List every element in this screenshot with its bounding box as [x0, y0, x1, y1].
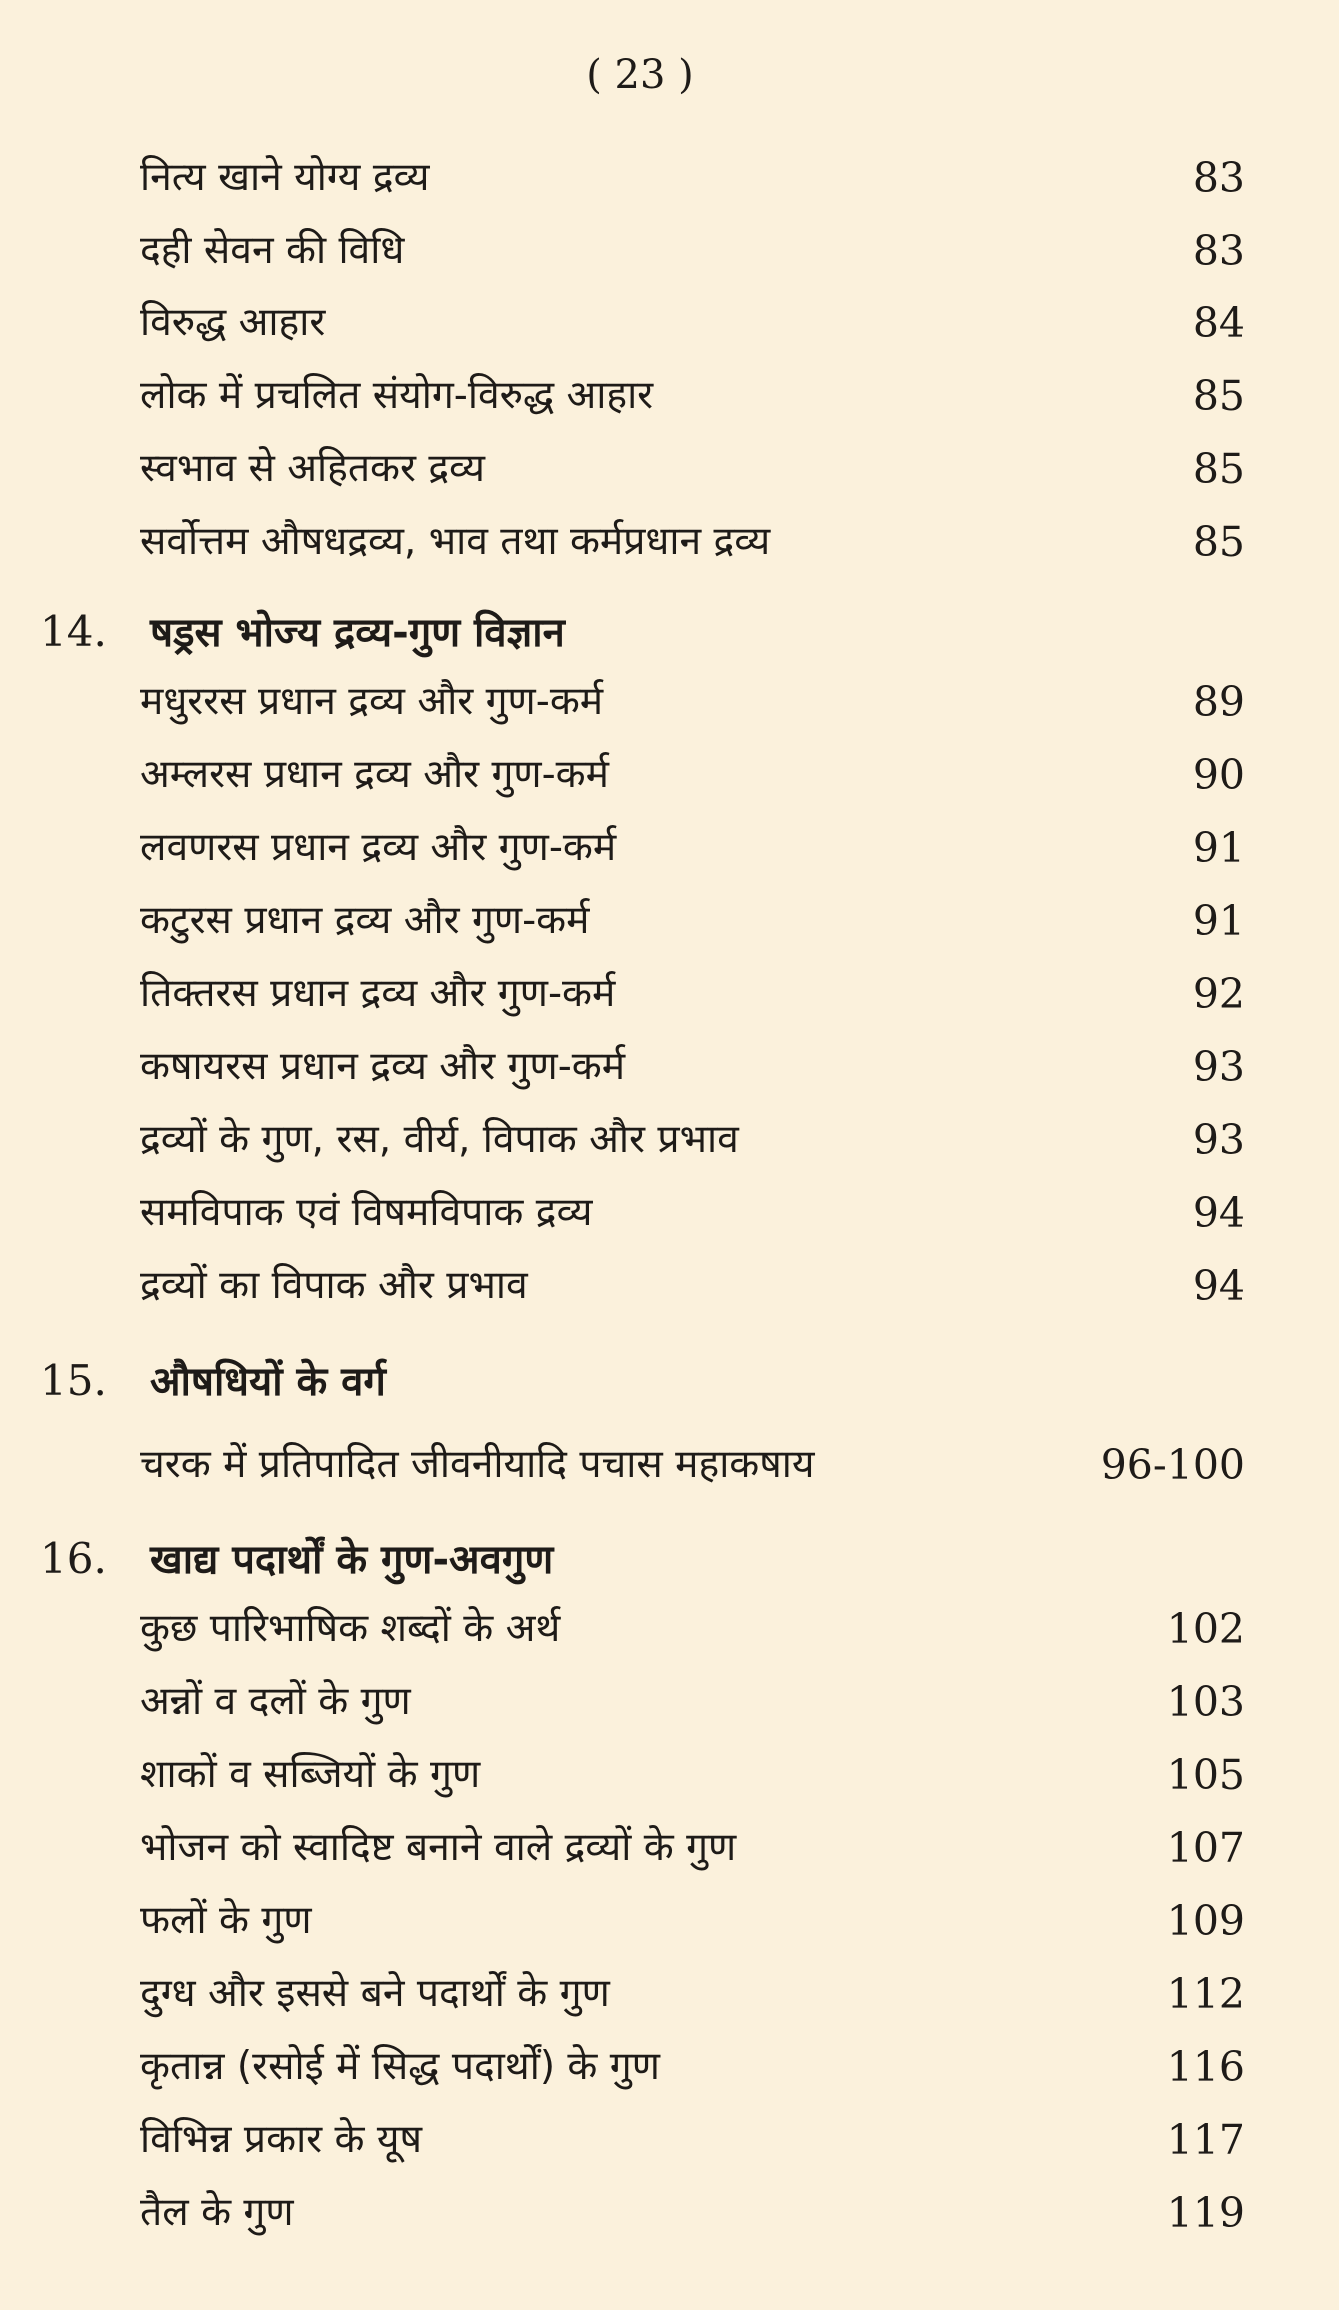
entry-title: तैल के गुण [140, 2190, 294, 2235]
page-number: ( 23 ) [586, 52, 694, 98]
entry-page: 103 [1166, 1678, 1245, 1726]
toc-entry [140, 439, 1260, 499]
entry-page: 94 [1192, 1189, 1245, 1237]
chapter-number: 14. [40, 607, 107, 656]
toc-entry [140, 2037, 1260, 2097]
toc-entry [140, 1183, 1260, 1243]
entry-page: 96-100 [1100, 1441, 1245, 1489]
entry-page: 85 [1192, 372, 1245, 420]
entry-page: 105 [1166, 1751, 1245, 1799]
entry-page: 109 [1166, 1897, 1245, 1945]
toc-entry [140, 2183, 1260, 2243]
chapter-title: षड्रस भोज्य द्रव्य-गुण विज्ञान [150, 610, 565, 656]
chapter-number: 16. [40, 1534, 107, 1583]
toc-entry [140, 366, 1260, 426]
entry-page: 93 [1192, 1043, 1245, 1091]
entry-title: कृतान्न (रसोई में सिद्ध पदार्थों) के गुण [140, 2044, 660, 2089]
entry-page: 83 [1192, 227, 1245, 275]
entry-page: 102 [1166, 1605, 1245, 1653]
entry-title: शाकों व सब्जियों के गुण [140, 1752, 481, 1797]
entry-title: लवणरस प्रधान द्रव्य और गुण-कर्म [140, 825, 617, 870]
entry-title: अन्नों व दलों के गुण [140, 1679, 411, 1724]
entry-page: 91 [1192, 824, 1245, 872]
toc-entry [140, 1256, 1260, 1316]
entry-title: विरुद्ध आहार [140, 300, 326, 345]
entry-title: तिक्तरस प्रधान द्रव्य और गुण-कर्म [140, 971, 616, 1016]
toc-entry [140, 512, 1260, 572]
toc-entry [140, 1435, 1260, 1495]
entry-title: लोक में प्रचलित संयोग-विरुद्ध आहार [140, 373, 654, 418]
toc-entry [140, 745, 1260, 805]
chapter-title: खाद्य पदार्थों के गुण-अवगुण [150, 1537, 554, 1583]
entry-title: सर्वोत्तम औषधद्रव्य, भाव तथा कर्मप्रधान द्रव्य [140, 519, 771, 564]
entry-page: 83 [1192, 154, 1245, 202]
toc-entry [140, 1964, 1260, 2024]
entry-page: 85 [1192, 518, 1245, 566]
entry-title: दही सेवन की विधि [140, 228, 405, 273]
entry-title: द्रव्यों के गुण, रस, वीर्य, विपाक और प्रभाव [140, 1117, 739, 1162]
entry-page: 91 [1192, 897, 1245, 945]
entry-title: भोजन को स्वादिष्ट बनाने वाले द्रव्यों के गुण [140, 1825, 737, 1870]
entry-page: 107 [1166, 1824, 1245, 1872]
chapter-heading [40, 1527, 553, 1591]
chapter-number: 15. [40, 1356, 107, 1405]
toc-entry [140, 148, 1260, 208]
entry-page: 92 [1192, 970, 1245, 1018]
entry-page: 94 [1192, 1262, 1245, 1310]
toc-entry [140, 818, 1260, 878]
toc-entry [140, 1599, 1260, 1659]
entry-page: 90 [1192, 751, 1245, 799]
entry-title: अम्लरस प्रधान द्रव्य और गुण-कर्म [140, 752, 609, 797]
entry-title: समविपाक एवं विषमविपाक द्रव्य [140, 1190, 593, 1235]
entry-title: कषायरस प्रधान द्रव्य और गुण-कर्म [140, 1044, 626, 1089]
entry-title: विभिन्न प्रकार के यूष [140, 2117, 423, 2162]
entry-title: फलों के गुण [140, 1898, 312, 1943]
entry-page: 117 [1166, 2116, 1245, 2164]
entry-page: 112 [1166, 1970, 1245, 2018]
entry-title: स्वभाव से अहितकर द्रव्य [140, 446, 486, 491]
entry-title: द्रव्यों का विपाक और प्रभाव [140, 1263, 528, 1308]
chapter-heading [40, 600, 565, 664]
toc-entry [140, 293, 1260, 353]
entry-title: नित्य खाने योग्य द्रव्य [140, 155, 430, 200]
entry-page: 119 [1166, 2189, 1245, 2237]
chapter-title: औषधियों के वर्ग [150, 1359, 386, 1405]
entry-page: 116 [1166, 2043, 1245, 2091]
toc-entry [140, 1745, 1260, 1805]
entry-title: कुछ पारिभाषिक शब्दों के अर्थ [140, 1606, 561, 1651]
toc-entry [140, 2110, 1260, 2170]
entry-page: 84 [1192, 299, 1245, 347]
toc-entry [140, 964, 1260, 1024]
entry-title: दुग्ध और इससे बने पदार्थों के गुण [140, 1971, 610, 2016]
toc-entry [140, 1110, 1260, 1170]
toc-entry [140, 1891, 1260, 1951]
toc-entry [140, 891, 1260, 951]
toc-entry [140, 1672, 1260, 1732]
entry-title: कटुरस प्रधान द्रव्य और गुण-कर्म [140, 898, 590, 943]
entry-title: चरक में प्रतिपादित जीवनीयादि पचास महाकषाय [140, 1442, 815, 1487]
toc-entry [140, 1037, 1260, 1097]
toc-entry [140, 672, 1260, 732]
entry-page: 85 [1192, 445, 1245, 493]
entry-title: मधुररस प्रधान द्रव्य और गुण-कर्म [140, 679, 604, 724]
toc-entry [140, 1818, 1260, 1878]
chapter-heading [40, 1349, 386, 1413]
entry-page: 93 [1192, 1116, 1245, 1164]
entry-page: 89 [1192, 678, 1245, 726]
toc-entry [140, 221, 1260, 281]
